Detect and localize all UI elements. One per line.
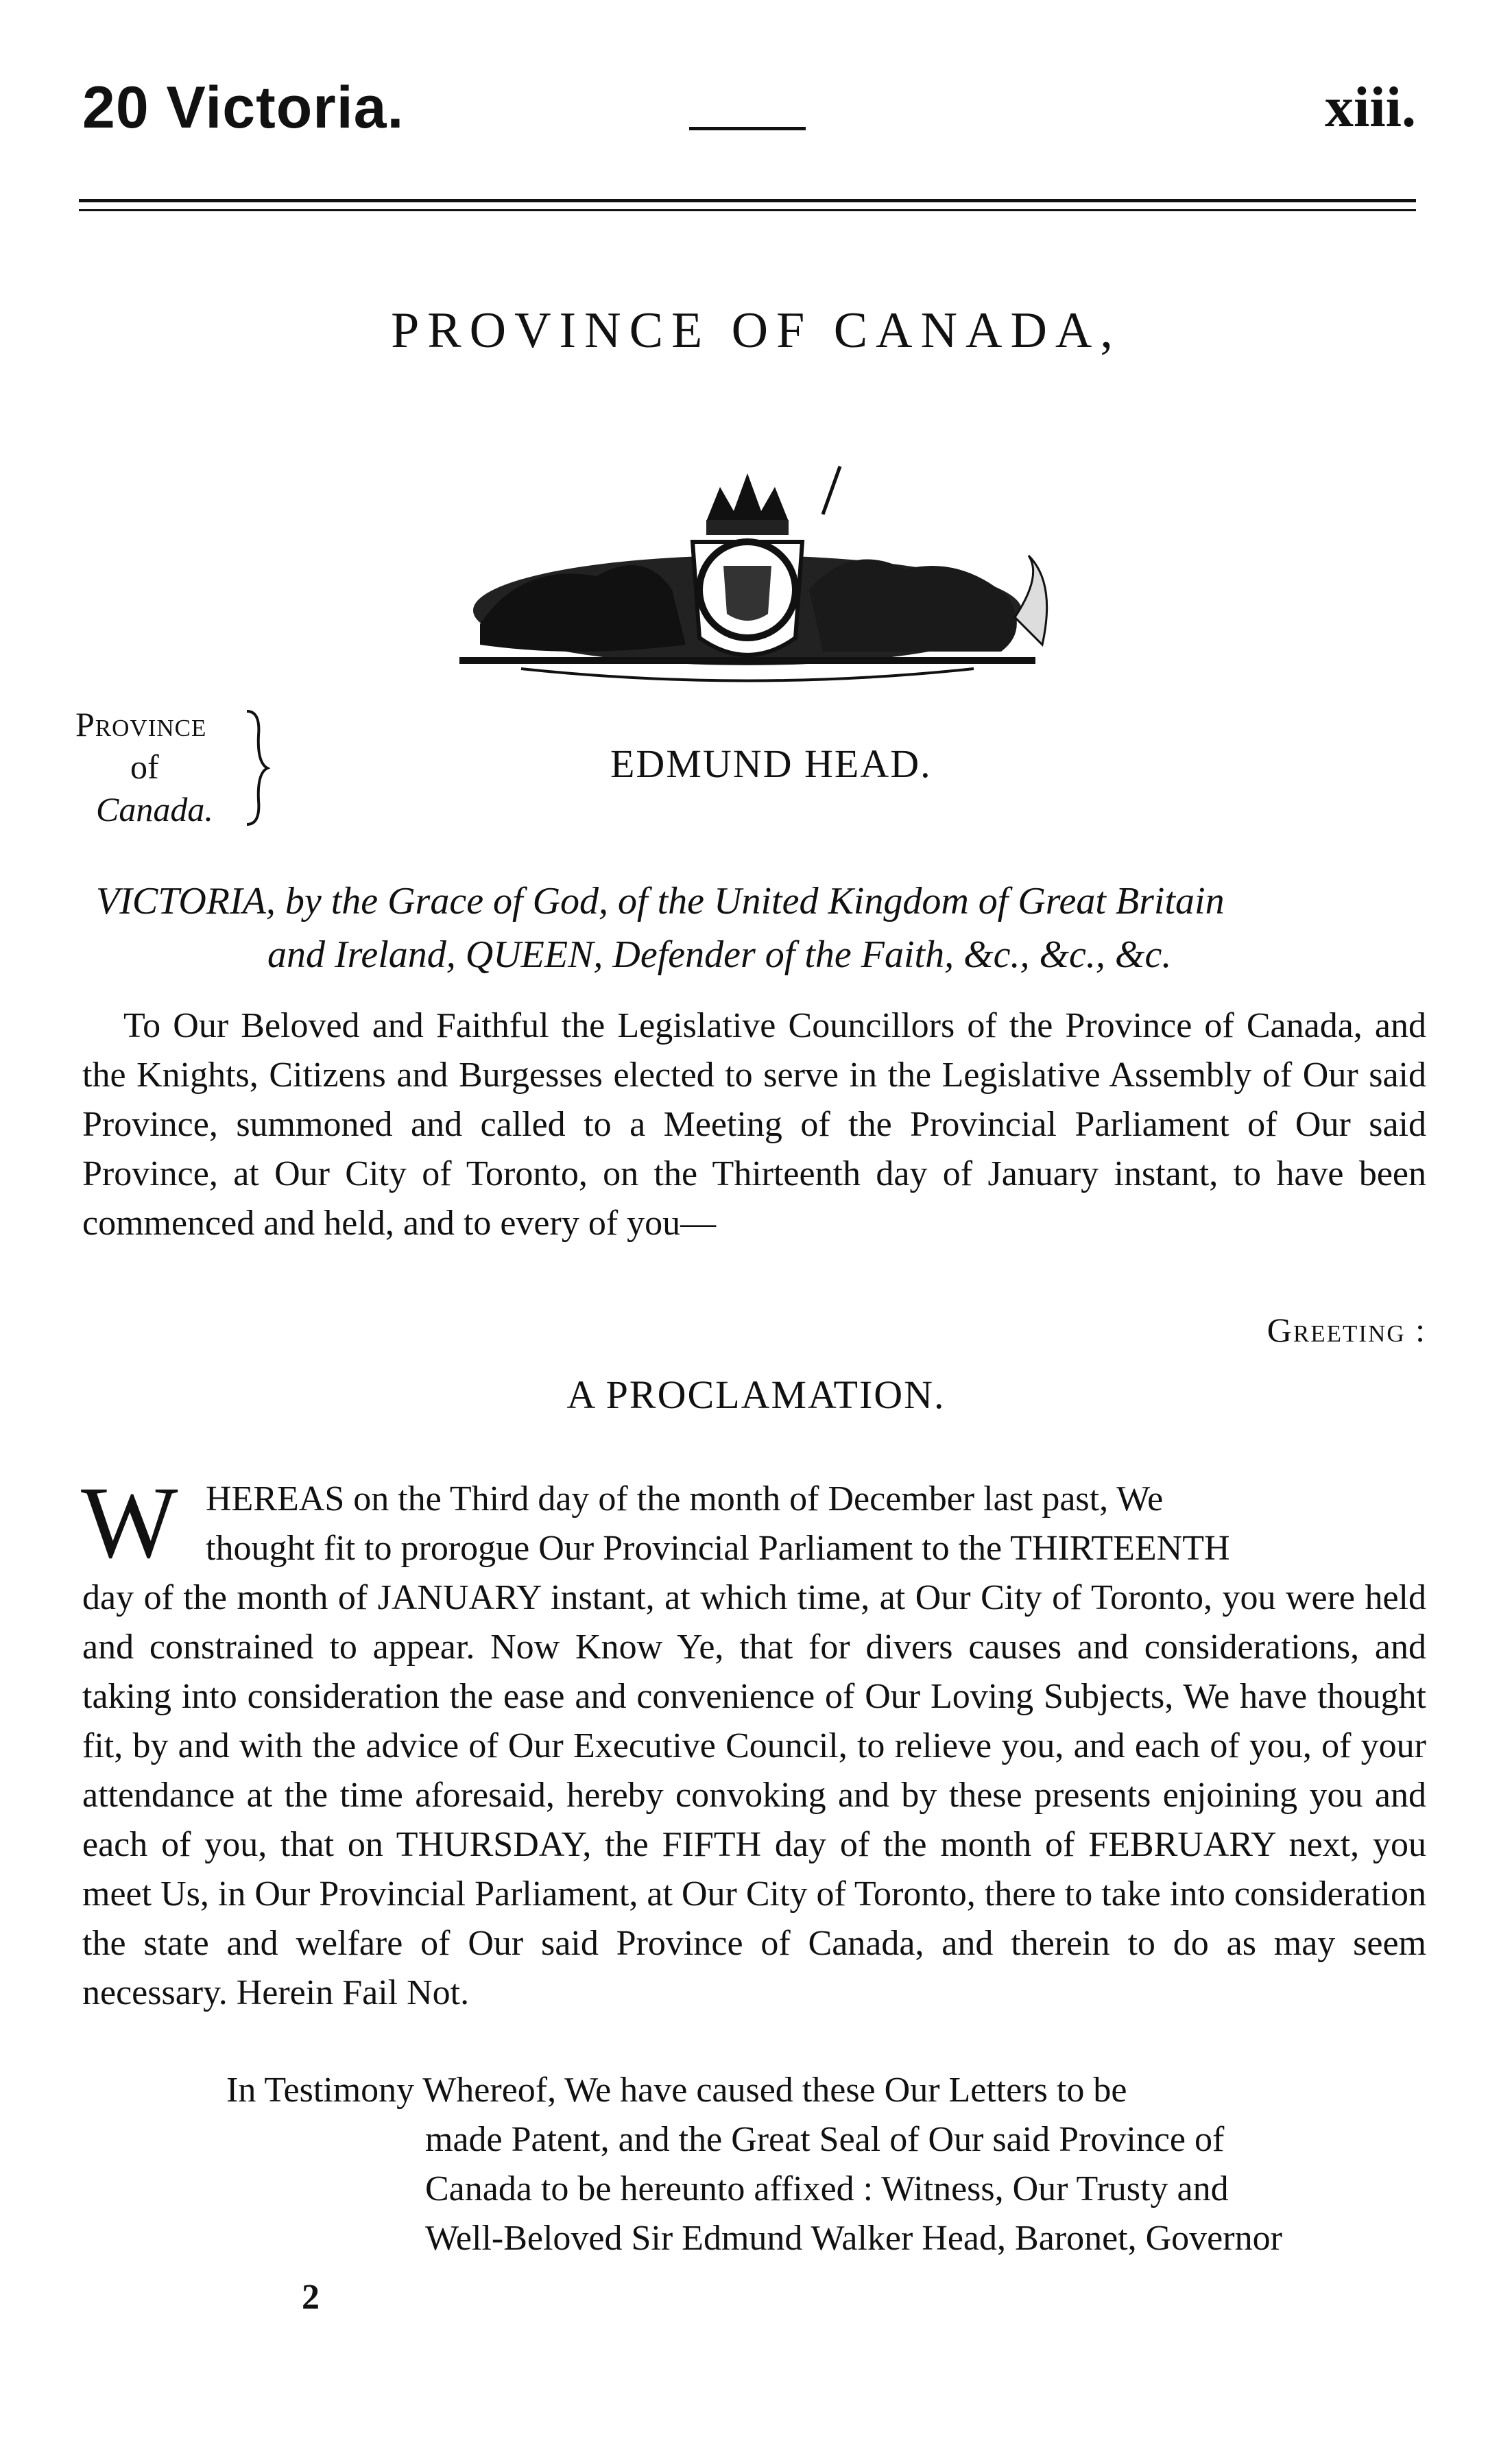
body-rest: day of the month of JANUARY instant, at which time, at Our City of Toronto, you were held and constrained to appear. Now Know Ye, that for divers causes and considerations, and taking into consideration the ease and convenience of Our Loving Subjects, We have thought fit, by and with the advice of Our Executive Council, to relieve you, and each of you, of your attendance at the time aforesaid, hereby convoking and by these presents enjoining you and each of you, that on THURSDAY, the FIFTH day of the month of FEBRUARY next, you meet Us, in Our Provincial Parliament, at Our City of Toronto, there to take into consideration the state and welfare of Our said Province of Canada, and therein to do as may seem necessary. Herein Fail Not. [82,1578,1426,2012]
royal-coat-of-arms-icon [439,439,1056,686]
greeting: Greeting : [1267,1311,1426,1349]
testimony-line-2: made Patent, and the Great Seal of Our said Province of [425,2120,1225,2159]
testimony-clause [226,2066,1433,2263]
testimony-line-3: Canada to be hereunto affixed : Witness, Our Trusty and [425,2169,1229,2208]
running-header-page-number: xiii. [1324,75,1416,139]
margin-note-canada: Canada. [96,790,213,829]
header-rule-thin [79,209,1416,211]
curly-brace-icon [243,708,271,828]
royal-style-line-2: and Ireland, QUEEN, Defender of the Faith, &c., &c., &c. [267,933,1172,976]
proclamation-body [82,1475,1426,2018]
header-rule-thick [79,199,1416,202]
page-signature: 2 [302,2278,320,2317]
body-line-1: HEREAS on the Third day of the month of December last past, We [206,1479,1164,1518]
testimony-line-1: In Testimony Whereof, We have caused these Our Letters to be [226,2071,1127,2110]
testimony-line-4: Well-Beloved Sir Edmund Walker Head, Baronet, Governor [425,2219,1282,2258]
proclamation-heading: A PROCLAMATION. [566,1372,946,1417]
royal-style-title [96,874,1426,981]
drop-cap: W [81,1466,178,1580]
governor-signature: EDMUND HEAD. [610,741,932,786]
royal-style-line-1: VICTORIA, by the Grace of God, of the United Kingdom of Great Britain [96,880,1225,922]
margin-note-of: of [130,748,159,786]
body-line-2: thought fit to prorogue Our Provincial Parliament to the THIRTEENTH [206,1529,1230,1568]
running-header-left: 20 Victoria. [82,75,405,141]
address-paragraph: To Our Beloved and Faithful the Legislative Councillors of the Province of Canada, and the Knights, Citizens and Burgesses elected to serve in the Legislative Assembly of Our said Province, summoned and called to a Meeting of the Provincial Parliament of Our said Province, at Our City of Toronto, on the Thirteenth day of January instant, to have been commenced and held, and to every of you— [82,1006,1426,1243]
page-title: PROVINCE OF CANADA, [391,302,1121,359]
margin-note-province: Province [75,705,207,743]
header-dash [689,127,806,130]
